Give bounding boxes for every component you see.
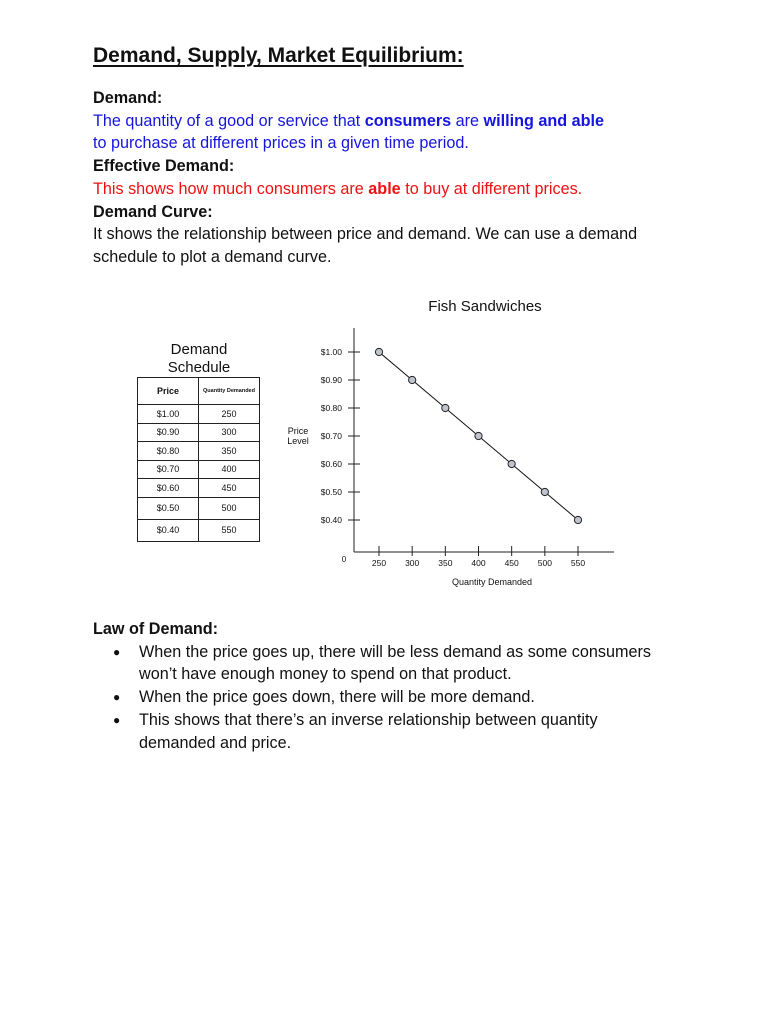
quantity-cell: 450 bbox=[199, 479, 260, 498]
price-cell: $0.80 bbox=[138, 442, 199, 461]
data-point bbox=[409, 376, 416, 383]
law-of-demand-heading: Law of Demand: bbox=[93, 620, 219, 638]
y-tick-label: $0.70 bbox=[320, 431, 342, 441]
schedule-title-line1: Demand bbox=[170, 341, 228, 358]
table-row bbox=[138, 497, 260, 519]
demand-curve-heading: Demand Curve: bbox=[93, 202, 213, 221]
demand-text-a: The quantity of a good or service that bbox=[93, 111, 365, 130]
x-tick-label: 350 bbox=[438, 558, 453, 568]
table-row bbox=[138, 479, 260, 498]
price-cell: $1.00 bbox=[138, 405, 199, 424]
effective-demand-heading: Effective Demand: bbox=[93, 157, 235, 176]
demand-text-willing: willing and able bbox=[483, 111, 605, 130]
y-tick-label: $1.00 bbox=[320, 347, 342, 357]
demand-curve-text: It shows the relationship between price and demand. We can use a demand schedule to plot a demand curve. bbox=[93, 225, 638, 266]
quantity-column-header: Quantity Demanded bbox=[199, 378, 260, 405]
quantity-cell: 300 bbox=[199, 423, 260, 442]
data-point bbox=[475, 432, 482, 439]
law-of-demand-section bbox=[93, 618, 693, 754]
demand-curve-chart bbox=[280, 290, 640, 600]
price-column-header: Price bbox=[138, 378, 199, 405]
list-item: ● When the price goes up, there will be less demand as some consumers won’t have enough money to spend on that product. bbox=[93, 641, 659, 686]
table-row bbox=[138, 442, 260, 461]
demand-text-line2: to purchase at different prices in a given time period. bbox=[93, 134, 469, 153]
list-item: ● When the price goes down, there will be more demand. bbox=[93, 686, 693, 709]
y-tick-label: $0.60 bbox=[320, 459, 342, 469]
x-tick-label: 500 bbox=[537, 558, 552, 568]
schedule-title bbox=[138, 341, 260, 377]
data-point bbox=[375, 348, 382, 355]
demand-definition bbox=[93, 110, 693, 155]
quantity-cell: 250 bbox=[199, 405, 260, 424]
list-item: ● This shows that there’s an inverse relationship between quantity demanded and price. bbox=[93, 709, 659, 754]
data-point bbox=[541, 488, 548, 495]
price-cell: $0.90 bbox=[138, 423, 199, 442]
quantity-cell: 550 bbox=[199, 519, 260, 541]
data-point bbox=[508, 460, 515, 467]
x-tick-label: 250 bbox=[371, 558, 387, 568]
x-tick-label: 450 bbox=[504, 558, 519, 568]
origin-label: 0 bbox=[341, 555, 347, 564]
price-cell: $0.60 bbox=[138, 479, 199, 498]
y-axis-label-line2: Level bbox=[287, 436, 309, 446]
quantity-cell: 350 bbox=[199, 442, 260, 461]
law-of-demand-list bbox=[93, 641, 693, 755]
data-point bbox=[442, 404, 449, 411]
quantity-cell: 500 bbox=[199, 497, 260, 519]
y-axis-label-line1: Price bbox=[287, 426, 309, 436]
demand-heading: Demand: bbox=[93, 89, 163, 107]
quantity-cell: 400 bbox=[199, 460, 260, 479]
effective-text-able: able bbox=[368, 179, 401, 198]
table-header-row bbox=[138, 378, 260, 405]
price-cell: $0.70 bbox=[138, 460, 199, 479]
price-cell: $0.40 bbox=[138, 519, 199, 541]
definitions-section bbox=[93, 87, 693, 269]
table-row bbox=[138, 405, 260, 424]
table-row bbox=[138, 423, 260, 442]
effective-text-c: to buy at different prices. bbox=[400, 179, 583, 198]
x-tick-label: 300 bbox=[405, 558, 420, 568]
demand-schedule-table bbox=[137, 377, 260, 542]
y-tick-label: $0.90 bbox=[320, 375, 342, 385]
demand-text-consumers: consumers bbox=[364, 111, 452, 130]
table-row bbox=[138, 519, 260, 541]
schedule-title-line2: Schedule bbox=[167, 359, 231, 376]
y-tick-label: $0.40 bbox=[320, 515, 342, 525]
price-cell: $0.50 bbox=[138, 497, 199, 519]
x-tick-label: 400 bbox=[471, 558, 486, 568]
x-axis-label: Quantity Demanded bbox=[451, 577, 533, 587]
table-row bbox=[138, 460, 260, 479]
demand-text-c: are bbox=[451, 111, 484, 130]
y-tick-label: $0.80 bbox=[320, 403, 342, 413]
effective-demand-definition bbox=[93, 178, 693, 201]
page-title: Demand, Supply, Market Equilibrium: bbox=[93, 44, 464, 67]
data-point bbox=[574, 516, 581, 523]
chart-title: Fish Sandwiches bbox=[428, 298, 542, 315]
effective-text-a: This shows how much consumers are bbox=[93, 179, 369, 198]
y-tick-label: $0.50 bbox=[320, 487, 342, 497]
x-tick-label: 550 bbox=[570, 558, 586, 568]
